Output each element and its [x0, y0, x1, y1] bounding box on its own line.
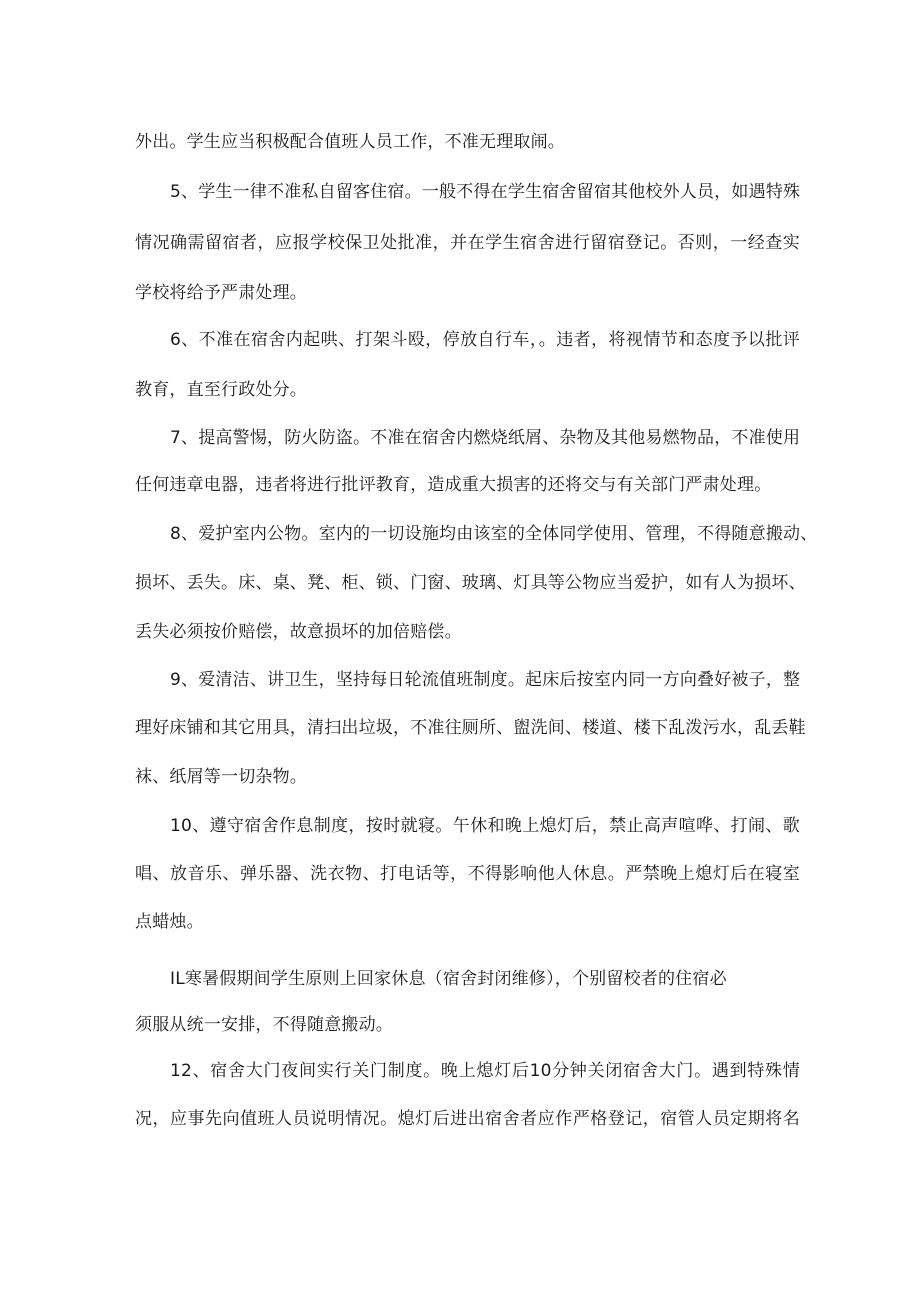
- text-line: 10、遵守宿舍作息制度，按时就寝。午休和晚上熄灯后，禁止高声喧哗、打闹、歌: [170, 816, 800, 836]
- text-line: 学校将给予严肃处理。: [135, 283, 307, 303]
- text-line: 8、爱护室内公物。室内的一切设施均由该室的全体同学使用、管理，不得随意搬动、: [170, 524, 818, 544]
- text-line: 任何违章电器，违者将进行批评教育，造成重大损害的还将交与有关部门严肃处理。: [135, 475, 772, 495]
- text-line: 情况确需留宿者，应报学校保卫处批准，并在学生宿舍进行留宿登记。否则，一经查实: [135, 233, 800, 253]
- text-line: 袜、纸屑等一切杂物。: [135, 767, 307, 787]
- text-line: 须服从统一安排，不得随意搬动。: [135, 1015, 393, 1035]
- text-line: 损坏、丢失。床、桌、凳、柜、锁、门窗、玻璃、灯具等公物应当爱护，如有人为损坏、: [135, 573, 806, 593]
- text-line: 6、不准在宿舍内起哄、打架斗殴，停放自行车，。违者，将视情节和态度予以批评: [170, 330, 800, 350]
- text-line: 5、学生一律不准私自留客住宿。一般不得在学生宿舍留宿其他校外人员，如遇特殊: [170, 182, 801, 202]
- text-line: 点蜡烛。: [135, 912, 204, 932]
- text-line: 教育，直至行政处分。: [135, 380, 307, 400]
- text-line: 况，应事先向值班人员说明情况。熄灯后进出宿舍者应作严格登记，宿管人员定期将名: [135, 1109, 800, 1129]
- text-line: IL寒暑假期间学生原则上回家休息（宿舍封闭维修），个别留校者的住宿必: [170, 969, 727, 989]
- text-line: 12、宿舍大门夜间实行关门制度。晚上熄灯后10分钟关闭宿舍大门。遇到特殊情: [170, 1061, 800, 1081]
- text-line: 丢失必须按价赔偿，故意损坏的加倍赔偿。: [135, 622, 462, 642]
- text-line: 外出。学生应当积极配合值班人员工作，不准无理取闹。: [135, 132, 565, 152]
- text-line: 理好床铺和其它用具，清扫出垃圾，不准往厕所、盥洗间、楼道、楼下乱泼污水，乱丢鞋: [135, 718, 806, 738]
- text-line: 7、提高警惕，防火防盗。不准在宿舍内燃烧纸屑、杂物及其他易燃物品，不准使用: [170, 428, 801, 448]
- text-line: 唱、放音乐、弹乐器、洗衣物、打电话等，不得影响他人休息。严禁晚上熄灯后在寝室: [135, 864, 800, 884]
- text-line: 9、爱清洁、讲卫生，坚持每日轮流值班制度。起床后按室内同一方向叠好被子，整: [170, 670, 801, 690]
